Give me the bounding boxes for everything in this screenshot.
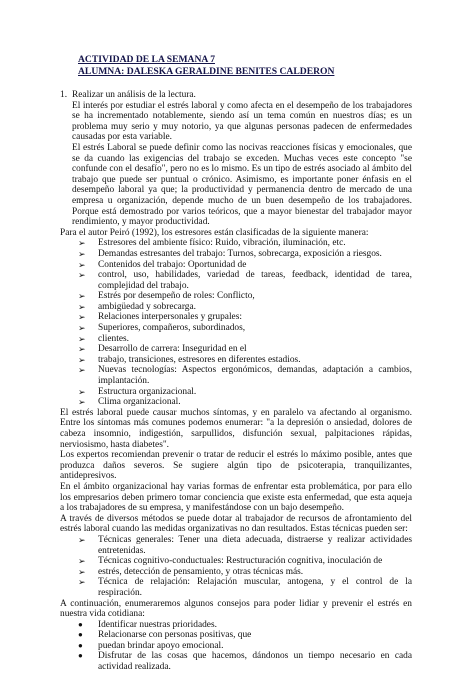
list-item: ➢ Relaciones interpersonales y grupales: [78, 312, 242, 323]
list-item: ➢ Estructura organizacional. [78, 386, 197, 397]
list-item: ➢ ambigüedad y sobrecarga. [78, 301, 196, 312]
list-item: ➢ Clima organizacional. [78, 397, 181, 408]
list-item: ➢ control, uso, habilidades, variedad de tareas, feedback, identidad de tarea, complejidad del trabajo. [78, 270, 412, 291]
student-name: ALUMNA: DALESKA GERALDINE BENITES CALDERON [78, 66, 335, 77]
dot-bullet-icon: ● [78, 640, 83, 650]
list-item: ● Identificar nuestras prioridades. [78, 619, 217, 630]
list-item: ➢ estrés, detección de pensamiento, y otras técnicas más. [78, 566, 304, 577]
list-item: ● Disfrutar de las cosas que hacemos, dándonos un tiempo necesario en cada actividad realizada. [78, 651, 412, 673]
activity-title: ACTIVIDAD DE LA SEMANA 7 [78, 54, 215, 65]
list-item: ➢ Desarrollo de carrera: Inseguridad en el [78, 344, 247, 355]
arrow-bullet-icon: ➢ [78, 301, 86, 312]
item-label: Realizar un análisis de la lectura. [72, 90, 196, 100]
arrow-bullet-icon: ➢ [78, 397, 86, 408]
list-item: ➢ Técnica de relajación: Relajación muscular, antogena, y el control de la respiración. [78, 577, 412, 598]
item-number: 1. [60, 90, 68, 100]
arrow-bullet-icon: ➢ [78, 238, 86, 249]
arrow-bullet-icon: ➢ [78, 556, 86, 567]
paragraph: Los expertos recomiendan prevenir o tratar de reducir el estrés lo máximo posible, antes que produzca daños severos. Se sugiere algún tipo de psicoterapia, tranquilizantes, antidepresivos. [60, 450, 412, 482]
arrow-bullet-icon: ➢ [78, 386, 86, 397]
dot-bullet-icon: ● [78, 651, 83, 661]
list-item: ➢ Estrés por desempeño de roles: Conflicto, [78, 291, 255, 302]
stressors-list [60, 238, 412, 408]
arrow-bullet-icon: ➢ [78, 291, 86, 302]
arrow-bullet-icon: ➢ [78, 344, 86, 355]
paragraph: A través de diversos métodos se puede dotar al trabajador de recursos de afrontamiento del estrés laboral cuando las medidas organizativas no dan resultados. Estas técnicas pueden ser: [60, 513, 412, 535]
techniques-list [60, 535, 412, 599]
item-heading [60, 90, 412, 101]
paragraph: Para el autor Peiró (1992), los estresores están clasificadas de la siguiente manera: [60, 227, 369, 238]
list-item: ➢ Técnicas cognitivo-conductuales: Restructuración cognitiva, inoculación de [78, 556, 383, 567]
paragraph: El estrés laboral puede causar muchos síntomas, y en paralelo va afectando al organismo. Entre los síntomas más comunes podemos enumerar: "a la depresión o ansiedad, dolores de cabeza insomnio, indigestión, sarpullidos, disfunción sexual, palpitaciones rápidas, nerviosismo, hasta diabetes". [60, 407, 412, 450]
arrow-bullet-icon: ➢ [78, 312, 86, 323]
arrow-bullet-icon: ➢ [78, 333, 86, 344]
list-item: ➢ Demandas estresantes del trabajo: Turnos, sobrecarga, exposición a riesgos. [78, 248, 382, 259]
arrow-bullet-icon: ➢ [78, 354, 86, 365]
arrow-bullet-icon: ➢ [78, 365, 86, 376]
list-item: ● puedan brindar apoyo emocional. [78, 640, 224, 651]
arrow-bullet-icon: ➢ [78, 248, 86, 259]
paragraph: A continuación, enumeraremos algunos consejos para poder lidiar y prevenir el estrés en nuestra vida cotidiana: [60, 598, 412, 620]
list-item: ➢ Estresores del ambiente físico: Ruido, vibración, iluminación, etc. [78, 238, 346, 249]
arrow-bullet-icon: ➢ [78, 270, 86, 281]
list-item: ➢ Técnicas generales: Tener una dieta adecuada, distraerse y realizar actividades entretenidas. [78, 534, 412, 556]
list-item: ➢ Superiores, compañeros, subordinados, [78, 323, 246, 334]
arrow-bullet-icon: ➢ [78, 259, 86, 270]
dot-bullet-icon: ● [78, 630, 83, 640]
document-body [60, 90, 412, 673]
arrow-bullet-icon: ➢ [78, 534, 86, 545]
paragraph: En el ámbito organizacional hay varias formas de enfrentar esta problemática, por para ello los empresarios deben primero tomar conciencia que existe esta enfermedad, que esta aqueja a los trabajadores de su empresa, y manifestándose con un bajo desempeño. [60, 481, 412, 514]
list-item: ➢ clientes. [78, 333, 129, 344]
paragraph: El interés por estudiar el estrés laboral y como afecta en el desempeño de los trabajadores se ha incrementado notablemente, siendo así un tema común en nuestros días; es un problema muy serio y muy notorio, ya que algunas personas padecen de enfermedades causadas por esta variable. [72, 100, 412, 143]
tips-list [60, 620, 412, 673]
list-item: ● Relacionarse con personas positivas, que [78, 630, 252, 641]
arrow-bullet-icon: ➢ [78, 566, 86, 577]
dot-bullet-icon: ● [78, 619, 83, 629]
list-item: ➢ Contenidos del trabajo: Oportunidad de [78, 259, 247, 270]
list-item: ➢ Nuevas tecnologías: Aspectos ergonómicos, demandas, adaptación a cambios, implantación. [78, 365, 412, 387]
paragraph: El estrés Laboral se puede definir como las nocivas reacciones físicas y emocionales, que se da cuando las exigencias del trabajo se exceden. Muchas veces este concepto "se confunde con el desafío", pero no es lo mismo. Es un tipo de estrés asociado al ámbito del trabajo que puede ser puntual o crónico. Asimismo, es importante poner énfasis en el desempeño laboral ya que; la productividad y permanencia dentro de mercado de una empresa u organización, depende mucho de un buen desempeño de los trabajadores. Porque está demostrado por varios teóricos, que a mayor bienestar del trabajador mayor rendimiento, y mayor productividad. [72, 142, 412, 228]
arrow-bullet-icon: ➢ [78, 577, 86, 588]
arrow-bullet-icon: ➢ [78, 323, 86, 334]
list-item: ➢ trabajo, transiciones, estresores en diferentes estadios. [78, 354, 301, 365]
